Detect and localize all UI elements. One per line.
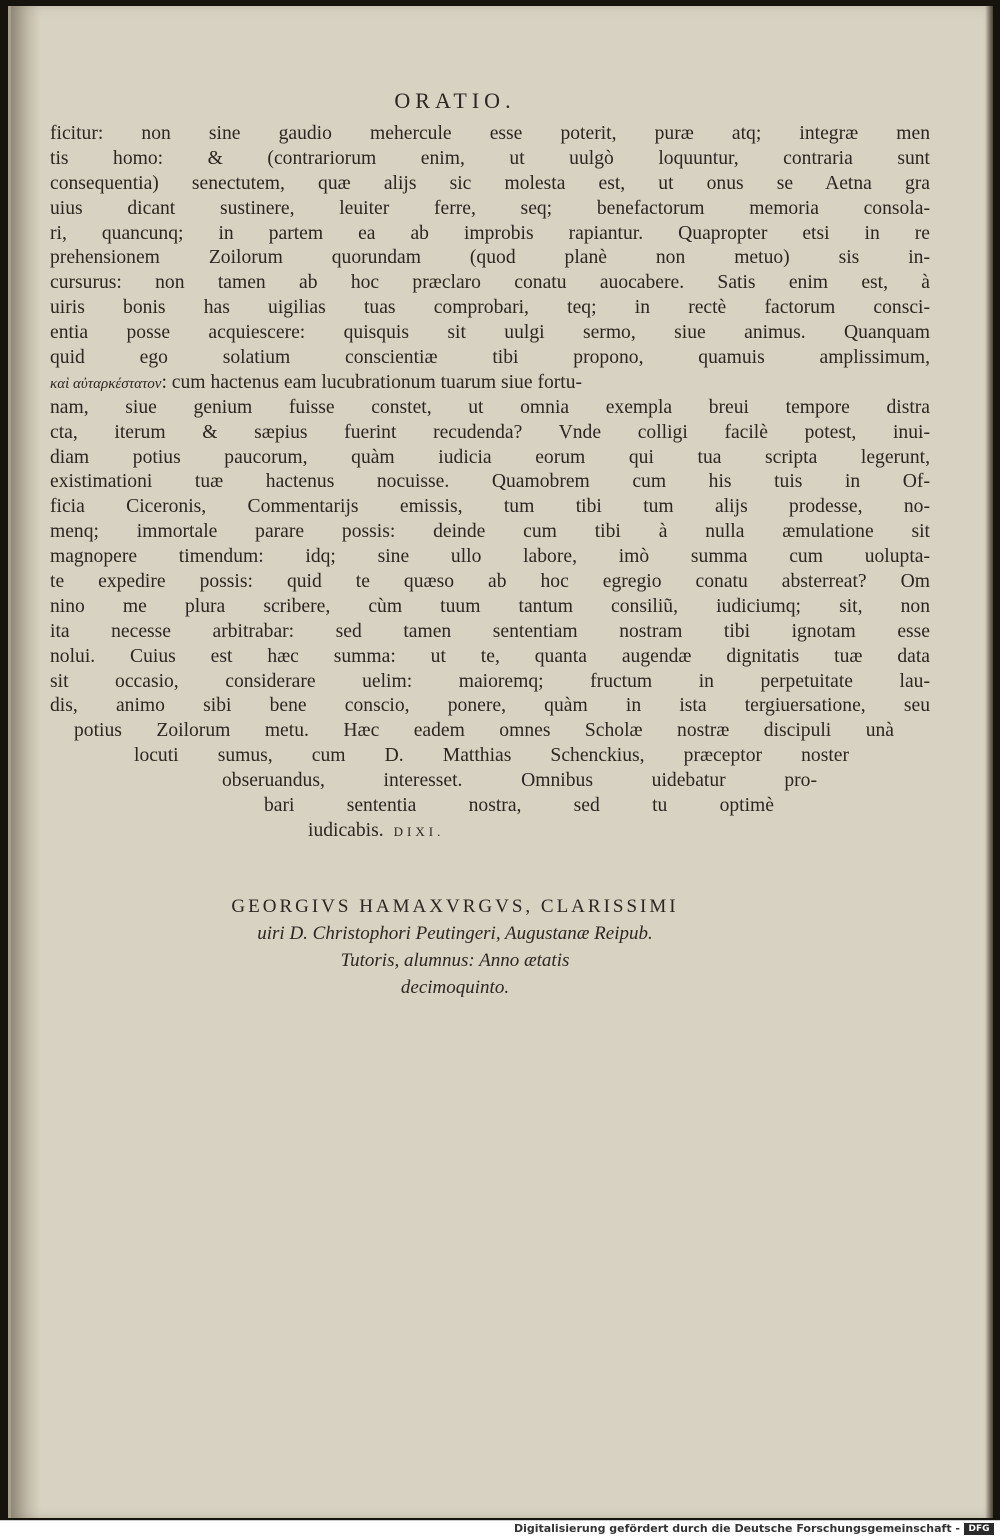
dfg-logo-icon: DFG <box>964 1523 994 1535</box>
text-line: prehensionem Zoilorum quorundam (quod planè non metuo) sis in- <box>50 247 930 269</box>
text-line: nam, siue genium fuisse constet, ut omnia exempla breui tempore distra <box>50 396 930 418</box>
text-line: potius Zoilorum metu. Hæc eadem omnes Scholæ nostræ discipuli unà <box>74 720 894 742</box>
digitization-footer <box>0 1520 1000 1538</box>
body-text <box>50 122 950 844</box>
text-line: uiris bonis has uigilias tuas comprobari, teq; in rectè factorum consci- <box>50 297 930 319</box>
page-edge <box>985 6 993 1518</box>
text-line: quid ego solatium conscientiæ tibi propono, quamuis amplissimum, <box>50 347 930 369</box>
text-line: ri, quancunq; in partem ea ab improbis rapiantur. Quapropter etsi in re <box>50 222 930 244</box>
footer-credit: Digitalisierung gefördert durch die Deutsche Forschungsgemeinschaft - <box>513 1522 960 1535</box>
text-line: sit occasio, considerare uelim: maioremq; fructum in perpetuitate lau- <box>50 670 930 692</box>
text-line: entia posse acquiescere: quisquis sit uulgi sermo, siue animus. Quanquam <box>50 322 930 344</box>
greek-line-rest: : cum hactenus eam lucubrationum tuarum siue fortu- <box>161 371 583 393</box>
signature-line: decimoquinto. <box>400 977 510 998</box>
text-line: bari sententia nostra, sed tu optimè <box>264 795 774 817</box>
text-line: cursurus: non tamen ab hoc præclaro conatu auocabere. Satis enim est, à <box>50 272 930 294</box>
last-line-text: iudicabis. <box>308 819 384 841</box>
text-line: nolui. Cuius est hæc summa: ut te, quanta augendæ dignitatis tuæ data <box>50 645 930 667</box>
signature-name: GEORGIVS HAMAXVRGVS, CLARISSIMI <box>231 896 679 917</box>
text-line: nino me plura scribere, cùm tuum tantum consiliũ, iudiciumq; sit, non <box>50 595 930 617</box>
text-line: te expedire possis: quid te quæso ab hoc egregio conatu absterreat? Om <box>50 571 930 593</box>
text-line: diam potius paucorum, quàm iudicia eorum qui tua scripta legerunt, <box>50 446 930 468</box>
text-line: cta, iterum & sæpius fuerint recudenda? Vnde colligi facilè potest, inui- <box>50 421 930 443</box>
text-line: uius dicant sustinere, leuiter ferre, seq; benefactorum memoria consola- <box>50 197 930 219</box>
signature-block <box>0 893 910 1001</box>
text-line: existimationi tuæ hactenus nocuisse. Quamobrem cum his tuis in Of- <box>50 471 930 493</box>
text-line: tis homo: & (contrariorum enim, ut uulgò loquuntur, contraria sunt <box>50 147 930 169</box>
text-line: dis, animo sibi bene conscio, ponere, quàm in ista tergiuersatione, seu <box>50 695 930 717</box>
greek-phrase: καὶ αὐταρκέστατον <box>50 375 162 392</box>
dixi-mark: DIXI. <box>393 823 445 839</box>
text-line: ita necesse arbitrabar: sed tamen sententiam nostram tibi ignotam esse <box>50 620 930 642</box>
text-line: ficitur: non sine gaudio mehercule esse poterit, puræ atq; integræ men <box>50 123 930 144</box>
text-line: consequentia) senectutem, quæ alijs sic molesta est, ut onus se Aetna gra <box>50 172 930 194</box>
text-line: magnopere timendum: idq; sine ullo labore, imò summa cum uolupta- <box>50 546 930 568</box>
running-header: ORATIO. <box>394 88 516 113</box>
text-line-greek <box>50 371 930 396</box>
text-line: ficia Ciceronis, Commentarijs emissis, tum tibi tum alijs prodesse, no- <box>50 496 930 518</box>
page-gutter-shadow <box>11 6 41 1518</box>
closing-line <box>308 819 748 844</box>
text-line: obseruandus, interesset. Omnibus uidebatur pro- <box>222 770 817 792</box>
text-line: locuti sumus, cum D. Matthias Schenckius, præceptor noster <box>134 745 849 767</box>
signature-line: uiri D. Christophori Peutingeri, Augustanæ Reipub. <box>257 923 653 944</box>
signature-line: Tutoris, alumnus: Anno ætatis <box>340 950 570 971</box>
text-line: menq; immortale parare possis: deinde cum tibi à nulla æmulatione sit <box>50 521 930 543</box>
